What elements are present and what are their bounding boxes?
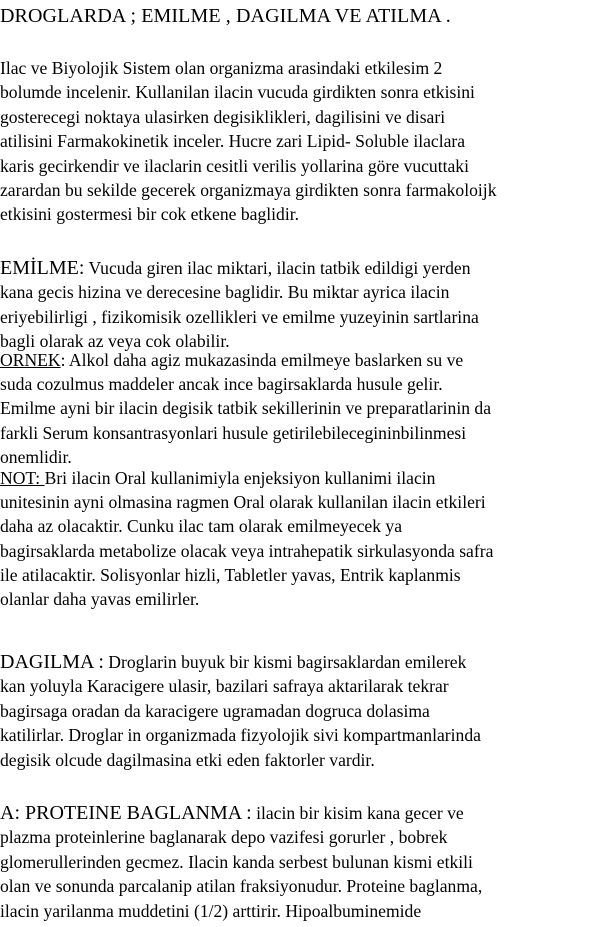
- text-segment: Vucuda giren ilac miktari, ilacin tatbik edildigi yerden: [84, 258, 471, 278]
- text-line: eriyebilirligi , fizikomisik ozellikleri ve emilme yuzeyinin sartlarina: [0, 306, 479, 327]
- text-line: daha az olacaktir. Cunku ilac tam olarak emilmeyecek ya: [0, 516, 403, 537]
- emilme-first-line: [0, 256, 606, 280]
- text-line: karis gecirkendir ve ilaclarin cesitli verilis yollarina göre vucuttaki: [0, 155, 469, 176]
- text-line: ile atilacaktir. Solisyonlar hizli, Tabletler yavas, Entrik kaplanmis: [0, 565, 461, 586]
- ornek-first-line: [0, 348, 606, 372]
- dagilma-first-line: [0, 650, 606, 674]
- emilme-heading: EMİLME:: [0, 257, 85, 279]
- text-line: bagirsaga oradan da karacigere ugramadan dogruca dolasima: [0, 700, 430, 721]
- text-segment: ilacin bir kisim kana gecer ve: [251, 803, 464, 823]
- text-line: glomerullerinden gecmez. Ilacin kanda serbest bulunan kismi etkili: [0, 851, 473, 872]
- text-line: unitesinin ayni olmasina ragmen Oral olarak kullanilan ilacin etkileri: [0, 491, 486, 512]
- text-line: farkli Serum konsantrasyonlari husule getirilebilecegininbilinmesi: [0, 422, 467, 443]
- document-title: DROGLARDA ; EMILME , DAGILMA VE ATILMA .: [0, 5, 451, 27]
- text-line: ilacin yarilanma muddetini (1/2) arttirir. Hipoalbuminemide: [0, 900, 422, 921]
- text-line: katilirlar. Droglar in organizmada fizyolojik sivi kompartmanlarinda: [0, 725, 481, 746]
- text-line: gosterecegi noktaya ulasirken degisiklikleri, dagilisini ve disari: [0, 106, 446, 127]
- ornek-label: ORNEK: [0, 349, 61, 370]
- text-line: Emilme ayni bir ilacin degisik tatbik sekillerinin ve preparatlarinin da: [0, 398, 492, 419]
- text-line: bagli olarak az veya cok olabilir.: [0, 331, 230, 352]
- not-first-line: [0, 466, 606, 490]
- text-line: olan ve sonunda parcalanip atilan fraksiyonudur. Proteine baglanma,: [0, 876, 483, 897]
- text-segment: Bri ilacin Oral kullanimiyla enjeksiyon kullanimi ilacin: [44, 467, 436, 488]
- protein-heading: A: PROTEINE BAGLANMA :: [0, 802, 252, 824]
- text-line: kana gecis hizina ve derecesine baglidir. Bu miktar ayrica ilacin: [0, 282, 450, 303]
- protein-section: [0, 801, 606, 923]
- emilme-section: [0, 256, 606, 612]
- text-line: Ilac ve Biyolojik Sistem olan organizma arasindaki etkilesim 2: [0, 58, 443, 78]
- text-line: etkisini gostermesi bir cok etkene baglidir.: [0, 204, 300, 225]
- text-line: onemlidir.: [0, 447, 72, 468]
- dagilma-heading: DAGILMA :: [0, 651, 104, 673]
- text-line: plazma proteinlerine baglanarak depo vazifesi gorurler , bobrek: [0, 827, 448, 848]
- text-line: kan yoluyla Karacigere ulasir, bazilari safraya aktarilarak tekrar: [0, 676, 449, 697]
- protein-first-line: [0, 801, 606, 825]
- text-segment: : Alkol daha agiz mukazasinda emilmeye baslarken su ve: [60, 349, 464, 370]
- text-line: zarardan bu sekilde gecerek organizmaya girdikten sonra farmakoloijk: [0, 179, 497, 200]
- text-line: atilisini Farmakokinetik inceler. Hucre zari Lipid- Soluble ilaclara: [0, 131, 466, 152]
- not-label: NOT:: [0, 467, 45, 488]
- text-line: olanlar daha yavas emilirler.: [0, 589, 200, 610]
- intro-paragraph: [0, 56, 606, 227]
- text-line: suda cozulmus maddeler ancak ince bagirsaklarda husule gelir.: [0, 373, 443, 394]
- dagilma-section: [0, 650, 606, 772]
- text-line: bolumde incelenir. Kullanilan ilacin vucuda girdikten sonra etkisini: [0, 82, 475, 103]
- text-line: bagirsaklarda metabolize olacak veya intrahepatik sirkulasyonda safra: [0, 540, 494, 561]
- text-line: degisik olcude dagilmasina etki eden faktorler vardir.: [0, 749, 375, 770]
- text-segment: Droglarin buyuk bir kismi bagirsaklardan emilerek: [103, 652, 467, 672]
